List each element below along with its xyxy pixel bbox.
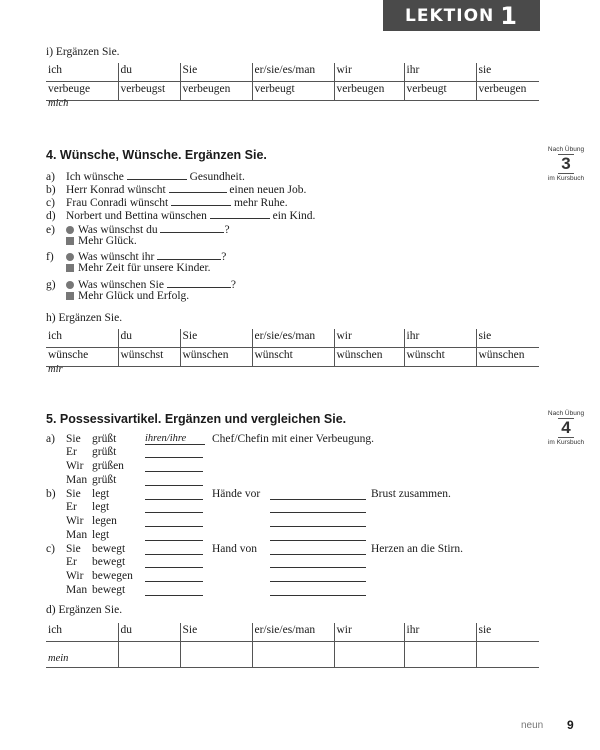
form-cell[interactable] [252, 642, 334, 668]
answer-blank[interactable] [270, 556, 366, 568]
question-mark: ? [224, 224, 230, 236]
answer-blank[interactable] [167, 276, 231, 288]
item-text: ein Kind. [272, 210, 316, 222]
pronoun-cell: wir [334, 329, 404, 348]
item-letter: c) [46, 197, 55, 209]
verb-word: legen [92, 515, 117, 527]
answer-blank[interactable] [157, 248, 221, 260]
form-cell: verbeugst [118, 82, 180, 101]
item-text: Norbert und Bettina wünschen [66, 210, 207, 222]
dialog-answer [66, 262, 211, 275]
subject-word: Man [66, 584, 88, 596]
sentence-text: Hand von [212, 543, 258, 555]
item-text: einen neuen Job. [229, 184, 307, 196]
exercise-5-reference [540, 410, 592, 446]
question-text: Was wünschen Sie [78, 279, 164, 291]
answer-blank[interactable] [145, 488, 203, 500]
sentence-text: Brust zusammen. [371, 488, 451, 500]
form-cell: wünscht [252, 348, 334, 367]
pronoun-cell: ihr [404, 63, 476, 82]
page-number-word: neun [521, 720, 544, 731]
answer-blank[interactable] [127, 168, 187, 180]
dialog-answer [66, 290, 189, 303]
form-cell: verbeugen [334, 82, 404, 101]
reference-number: 4 [558, 418, 574, 438]
subject-word: Wir [66, 515, 84, 527]
answer-blank[interactable] [145, 474, 203, 486]
answer-blank[interactable] [169, 181, 227, 193]
form-cell: wünsche [46, 348, 118, 367]
item-letter: c) [46, 543, 55, 555]
form-cell[interactable] [180, 642, 252, 668]
item-letter: a) [46, 171, 55, 183]
question-mark: ? [230, 279, 236, 291]
pronoun-cell: wir [334, 63, 404, 82]
lektion-number: 1 [500, 1, 518, 30]
verb-word: bewegen [92, 570, 133, 582]
form-cell[interactable] [118, 642, 180, 668]
exercise-4-title: 4. Wünsche, Wünsche. Ergänzen Sie. [46, 148, 267, 162]
form-cell[interactable] [46, 642, 118, 668]
section-d-instruction: d) Ergänzen Sie. [46, 604, 123, 616]
answer-blank[interactable] [145, 460, 203, 472]
subject-word: Man [66, 529, 88, 541]
answer-blank[interactable] [145, 515, 203, 527]
form-cell[interactable] [404, 642, 476, 668]
verb-word: bewegt [92, 556, 126, 568]
verb-word: grüßt [92, 474, 117, 486]
answer-blank[interactable] [210, 207, 270, 219]
verb-word: legt [92, 501, 110, 513]
handwritten-answer: mich [48, 98, 69, 109]
answer-text: Mehr Glück. [78, 235, 137, 247]
pronoun-cell: er/sie/es/man [252, 623, 334, 642]
answer-blank[interactable] [270, 584, 366, 596]
reference-label: Nach Übung [547, 146, 585, 153]
item-text: Gesundheit. [189, 171, 245, 183]
answer-blank[interactable] [145, 446, 203, 458]
speaker-square-icon [66, 264, 74, 272]
handwritten-answer: mir [48, 364, 63, 375]
item-letter: f) [46, 251, 54, 263]
subject-word: Er [66, 556, 77, 568]
reference-sublabel: im Kursbuch [547, 439, 585, 446]
pronoun-cell: du [118, 63, 180, 82]
answer-blank[interactable] [145, 501, 203, 513]
dialog-answer [66, 235, 137, 248]
lektion-label: LEKTION [405, 5, 495, 26]
pronoun-cell: sie [476, 329, 539, 348]
form-cell: wünschen [180, 348, 252, 367]
form-cell: verbeuge [46, 82, 118, 101]
question-mark: ? [221, 251, 227, 263]
answer-blank[interactable] [270, 529, 366, 541]
item-letter: e) [46, 224, 55, 236]
pronoun-cell: Sie [180, 329, 252, 348]
item-text: Frau Conradi wünscht [66, 197, 169, 209]
answer-blank[interactable] [270, 570, 366, 582]
pronoun-cell: ich [46, 623, 118, 642]
verb-word: grüßt [92, 433, 117, 445]
sentence-text: Hände vor [212, 488, 261, 500]
pronoun-cell: ich [46, 329, 118, 348]
item-letter: a) [46, 433, 55, 445]
answer-text: Mehr Zeit für unsere Kinder. [78, 262, 211, 274]
item-text: mehr Ruhe. [233, 197, 288, 209]
reference-sublabel: im Kursbuch [547, 175, 585, 182]
exercise-4-reference [540, 146, 592, 182]
speaker-square-icon [66, 237, 74, 245]
verb-word: bewegt [92, 584, 126, 596]
exercise-5-title: 5. Possessivartikel. Ergänzen und vergleichen Sie. [46, 412, 347, 426]
verb-word: bewegt [92, 543, 126, 555]
item-text: Ich wünsche [66, 171, 124, 183]
answer-blank[interactable] [270, 488, 366, 500]
question-text: Was wünschst du [78, 224, 158, 236]
verb-word: grüßt [92, 446, 117, 458]
form-cell: wünschen [476, 348, 539, 367]
subject-word: Er [66, 501, 77, 513]
section-h-instruction: h) Ergänzen Sie. [46, 312, 123, 324]
question-text: Was wünscht ihr [78, 251, 155, 263]
form-cell: verbeugen [180, 82, 252, 101]
form-cell: wünschen [334, 348, 404, 367]
pronoun-cell: du [118, 329, 180, 348]
speaker-square-icon [66, 292, 74, 300]
conjugation-table-wuenschen [46, 329, 539, 367]
answer-blank[interactable] [145, 529, 203, 541]
form-cell: wünscht [404, 348, 476, 367]
subject-word: Wir [66, 460, 84, 472]
verb-word: legt [92, 488, 110, 500]
pronoun-cell: er/sie/es/man [252, 329, 334, 348]
pronoun-cell: Sie [180, 63, 252, 82]
form-cell[interactable] [476, 642, 539, 668]
speaker-circle-icon [66, 226, 74, 234]
conjugation-table-possessive [46, 623, 539, 668]
pronoun-cell: du [118, 623, 180, 642]
pronoun-cell: ihr [404, 329, 476, 348]
page-number: 9 [567, 718, 574, 732]
pronoun-cell: wir [334, 623, 404, 642]
form-cell: verbeugen [476, 82, 539, 101]
item-letter: g) [46, 279, 56, 291]
pronoun-cell: er/sie/es/man [252, 63, 334, 82]
subject-word: Sie [66, 433, 81, 445]
pronoun-cell: sie [476, 623, 539, 642]
reference-label: Nach Übung [547, 410, 585, 417]
sentence-text: Chef/Chefin mit einer Verbeugung. [212, 433, 375, 445]
item-letter: d) [46, 210, 56, 222]
pronoun-cell: Sie [180, 623, 252, 642]
speaker-circle-icon [66, 281, 74, 289]
subject-word: Sie [66, 543, 81, 555]
speaker-circle-icon [66, 253, 74, 261]
form-cell[interactable] [334, 642, 404, 668]
handwritten-answer: mein [48, 653, 69, 664]
answer-blank[interactable] [145, 584, 203, 596]
subject-word: Sie [66, 488, 81, 500]
answer-text: Mehr Glück und Erfolg. [78, 290, 190, 302]
verb-word: legt [92, 529, 110, 541]
answer-blank[interactable] [145, 570, 203, 582]
answer-blank[interactable] [270, 543, 366, 555]
handwritten-example: ihren/ihre [145, 433, 205, 445]
form-cell: verbeugt [404, 82, 476, 101]
subject-word: Er [66, 446, 77, 458]
subject-word: Man [66, 474, 88, 486]
answer-blank[interactable] [160, 221, 224, 233]
form-cell: verbeugt [252, 82, 334, 101]
subject-word: Wir [66, 570, 84, 582]
answer-blank[interactable] [145, 543, 203, 555]
verb-word: grüßen [92, 460, 124, 472]
answer-blank[interactable] [171, 194, 231, 206]
item-letter: b) [46, 488, 56, 500]
answer-blank[interactable] [270, 515, 366, 527]
lektion-header [383, 0, 540, 31]
pronoun-cell: sie [476, 63, 539, 82]
pronoun-cell: ihr [404, 623, 476, 642]
conjugation-table-verbeugen [46, 63, 539, 101]
answer-blank[interactable] [145, 556, 203, 568]
form-cell: wünschst [118, 348, 180, 367]
pronoun-cell: ich [46, 63, 118, 82]
answer-blank[interactable] [270, 501, 366, 513]
sentence-text: Herzen an die Stirn. [371, 543, 463, 555]
reference-number: 3 [558, 154, 574, 174]
item-letter: b) [46, 184, 56, 196]
item-text: Herr Konrad wünscht [66, 184, 166, 196]
section-i-instruction: i) Ergänzen Sie. [46, 46, 120, 58]
